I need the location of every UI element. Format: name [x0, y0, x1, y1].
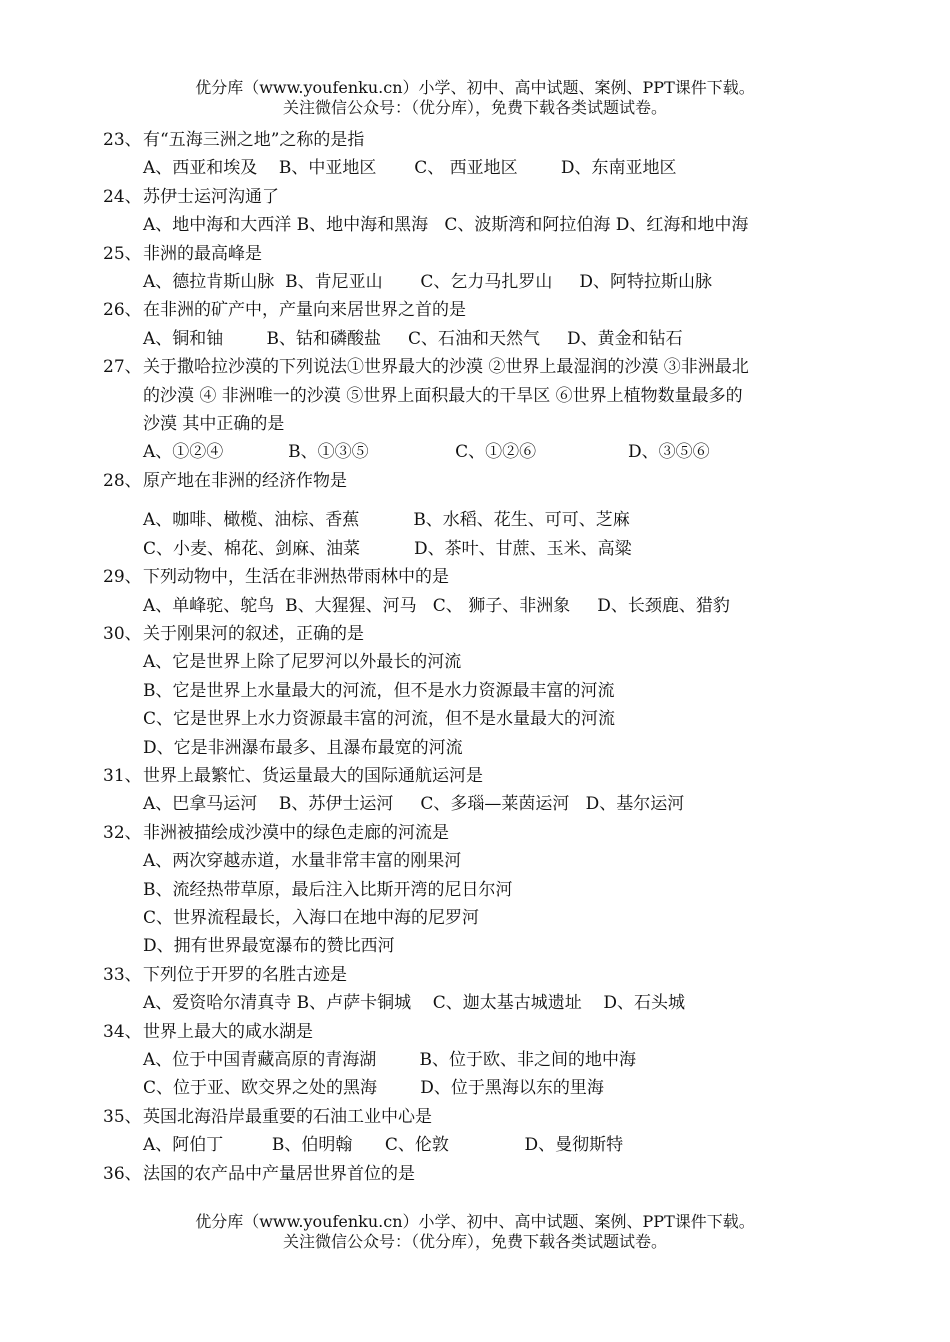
question [103, 819, 863, 961]
answer-options-line: D、它是非洲瀑布最多、且瀑布最宽的河流 [143, 737, 463, 758]
question-stem-line: 非洲的最高峰是 [143, 243, 262, 264]
question-stem [103, 563, 863, 591]
answer-options-line: A、阿伯丁 B、伯明翰 C、伦敦 D、曼彻斯特 [143, 1135, 624, 1156]
answer-options-line: A、咖啡、橄榄、油棕、香蕉 B、水稻、花生、可可、芝麻 [143, 510, 630, 531]
question-stem [103, 467, 863, 495]
question-stem [103, 240, 863, 268]
question-stem [103, 183, 863, 211]
question [103, 296, 863, 353]
question-stem-line: 世界上最繁忙、货运量最大的国际通航运河是 [143, 765, 483, 786]
question [103, 353, 863, 467]
question-stem-line: 英国北海沿岸最重要的石油工业中心是 [143, 1106, 432, 1127]
answer-options-line: C、小麦、棉花、剑麻、油菜 D、茶叶、甘蔗、玉米、高粱 [143, 538, 632, 559]
answer-options-line: B、它是世界上水量最大的河流，但不是水力资源最丰富的河流 [143, 680, 615, 701]
question [103, 762, 863, 819]
question-stem-line: 苏伊士运河沟通了 [143, 186, 279, 207]
question-number: 28、 [103, 470, 142, 491]
question-number: 36、 [103, 1163, 142, 1184]
question-stem-line: 下列位于开罗的名胜古迹是 [143, 964, 347, 985]
question-stem-line: 关于刚果河的叙述，正确的是 [143, 623, 364, 644]
answer-options-line: C、世界流程最长，入海口在地中海的尼罗河 [143, 907, 480, 928]
page-header [0, 78, 950, 118]
answer-options-line: A、它是世界上除了尼罗河以外最长的河流 [143, 652, 462, 673]
question-stem [103, 296, 863, 324]
question-stem [103, 819, 863, 847]
question-stem [103, 1103, 863, 1131]
question-number: 27、 [103, 357, 142, 378]
answer-options-line: A、爱资哈尔清真寺 B、卢萨卡铜城 C、迦太基古城遗址 D、石头城 [143, 993, 686, 1014]
question [103, 126, 863, 183]
question-stem [103, 126, 863, 154]
question [103, 1018, 863, 1103]
footer-line-1: 优分库（www.youfenku.cn）小学、初中、高中试题、案例、PPT课件下载。 [195, 1212, 755, 1231]
question-number: 24、 [103, 186, 142, 207]
question-stem [103, 620, 863, 648]
question-number: 30、 [103, 623, 142, 644]
question-stem-line: 非洲被描绘成沙漠中的绿色走廊的河流是 [143, 822, 449, 843]
answer-options-line: A、两次穿越赤道，水量非常丰富的刚果河 [143, 851, 462, 872]
answer-options-line: D、拥有世界最宽瀑布的赞比西河 [143, 936, 395, 957]
answer-options-line: A、铜和铀 B、钴和磷酸盐 C、石油和天然气 D、黄金和钻石 [143, 328, 683, 349]
question-stem-line: 法国的农产品中产量居世界首位的是 [143, 1163, 415, 1184]
question-number: 31、 [103, 765, 142, 786]
page-footer [0, 1212, 950, 1252]
question [103, 183, 863, 240]
question-number: 32、 [103, 822, 142, 843]
question-list [103, 126, 863, 1188]
answer-options-line: A、地中海和大西洋 B、地中海和黑海 C、波斯湾和阿拉伯海 D、红海和地中海 [143, 215, 749, 236]
answer-options-line: A、位于中国青藏高原的青海湖 B、位于欧、非之间的地中海 [143, 1050, 636, 1070]
answer-options-line: B、流经热带草原，最后注入比斯开湾的尼日尔河 [143, 879, 513, 900]
question-stem-line: 沙漠 其中正确的是 [143, 414, 285, 435]
question-stem-line: 下列动物中，生活在非洲热带雨林中的是 [143, 567, 449, 588]
answer-options-line: C、位于亚、欧交界之处的黑海 D、位于黑海以东的里海 [143, 1078, 604, 1099]
question-stem-line: 世界上最大的咸水湖是 [143, 1021, 313, 1042]
question-number: 25、 [103, 243, 142, 264]
question-number: 34、 [103, 1021, 142, 1042]
question-stem-line: 有“五海三洲之地”之称的是指 [143, 130, 365, 150]
header-line-2: 关注微信公众号：（优分库），免费下载各类试题试卷。 [282, 98, 667, 117]
answer-options-line: A、①②④ B、①③⑤ C、①②⑥ D、③⑤⑥ [143, 442, 710, 463]
question-stem-line: 关于撒哈拉沙漠的下列说法①世界最大的沙漠 ②世界上最湿润的沙漠 ③非洲最北 [143, 357, 749, 378]
question [103, 961, 863, 1018]
question-number: 35、 [103, 1106, 142, 1127]
question-stem [103, 353, 863, 438]
header-line-1: 优分库（www.youfenku.cn）小学、初中、高中试题、案例、PPT课件下载。 [195, 78, 755, 97]
question-stem [103, 961, 863, 989]
answer-options-line: A、西亚和埃及 B、中亚地区 C、 西亚地区 D、东南亚地区 [143, 158, 677, 179]
question [103, 620, 863, 762]
question-stem-line: 原产地在非洲的经济作物是 [143, 470, 347, 491]
question-stem-line: 的沙漠 ④ 非洲唯一的沙漠 ⑤世界上面积最大的干旱区 ⑥世界上植物数量最多的 [143, 385, 743, 406]
question [103, 1103, 863, 1160]
question-stem [103, 1018, 863, 1046]
question [103, 1160, 863, 1188]
question-number: 23、 [103, 130, 142, 150]
question-stem [103, 762, 863, 790]
question-number: 33、 [103, 964, 142, 985]
answer-options-line: A、单峰驼、鸵鸟 B、大猩猩、河马 C、 狮子、非洲象 D、长颈鹿、猎豹 [143, 595, 730, 616]
question [103, 563, 863, 620]
answer-options-line: A、德拉肯斯山脉 B、肯尼亚山 C、乞力马扎罗山 D、阿特拉斯山脉 [143, 272, 713, 293]
question-number: 26、 [103, 300, 142, 321]
question-stem [103, 1160, 863, 1188]
question-number: 29、 [103, 567, 142, 588]
footer-line-2: 关注微信公众号：（优分库），免费下载各类试题试卷。 [282, 1232, 667, 1251]
answer-options-line: A、巴拿马运河 B、苏伊士运河 C、多瑙—莱茵运河 D、基尔运河 [143, 794, 685, 815]
question [103, 467, 863, 563]
answer-options-line: C、它是世界上水力资源最丰富的河流，但不是水量最大的河流 [143, 709, 616, 730]
question [103, 240, 863, 297]
question-stem-line: 在非洲的矿产中，产量向来居世界之首的是 [143, 300, 466, 321]
